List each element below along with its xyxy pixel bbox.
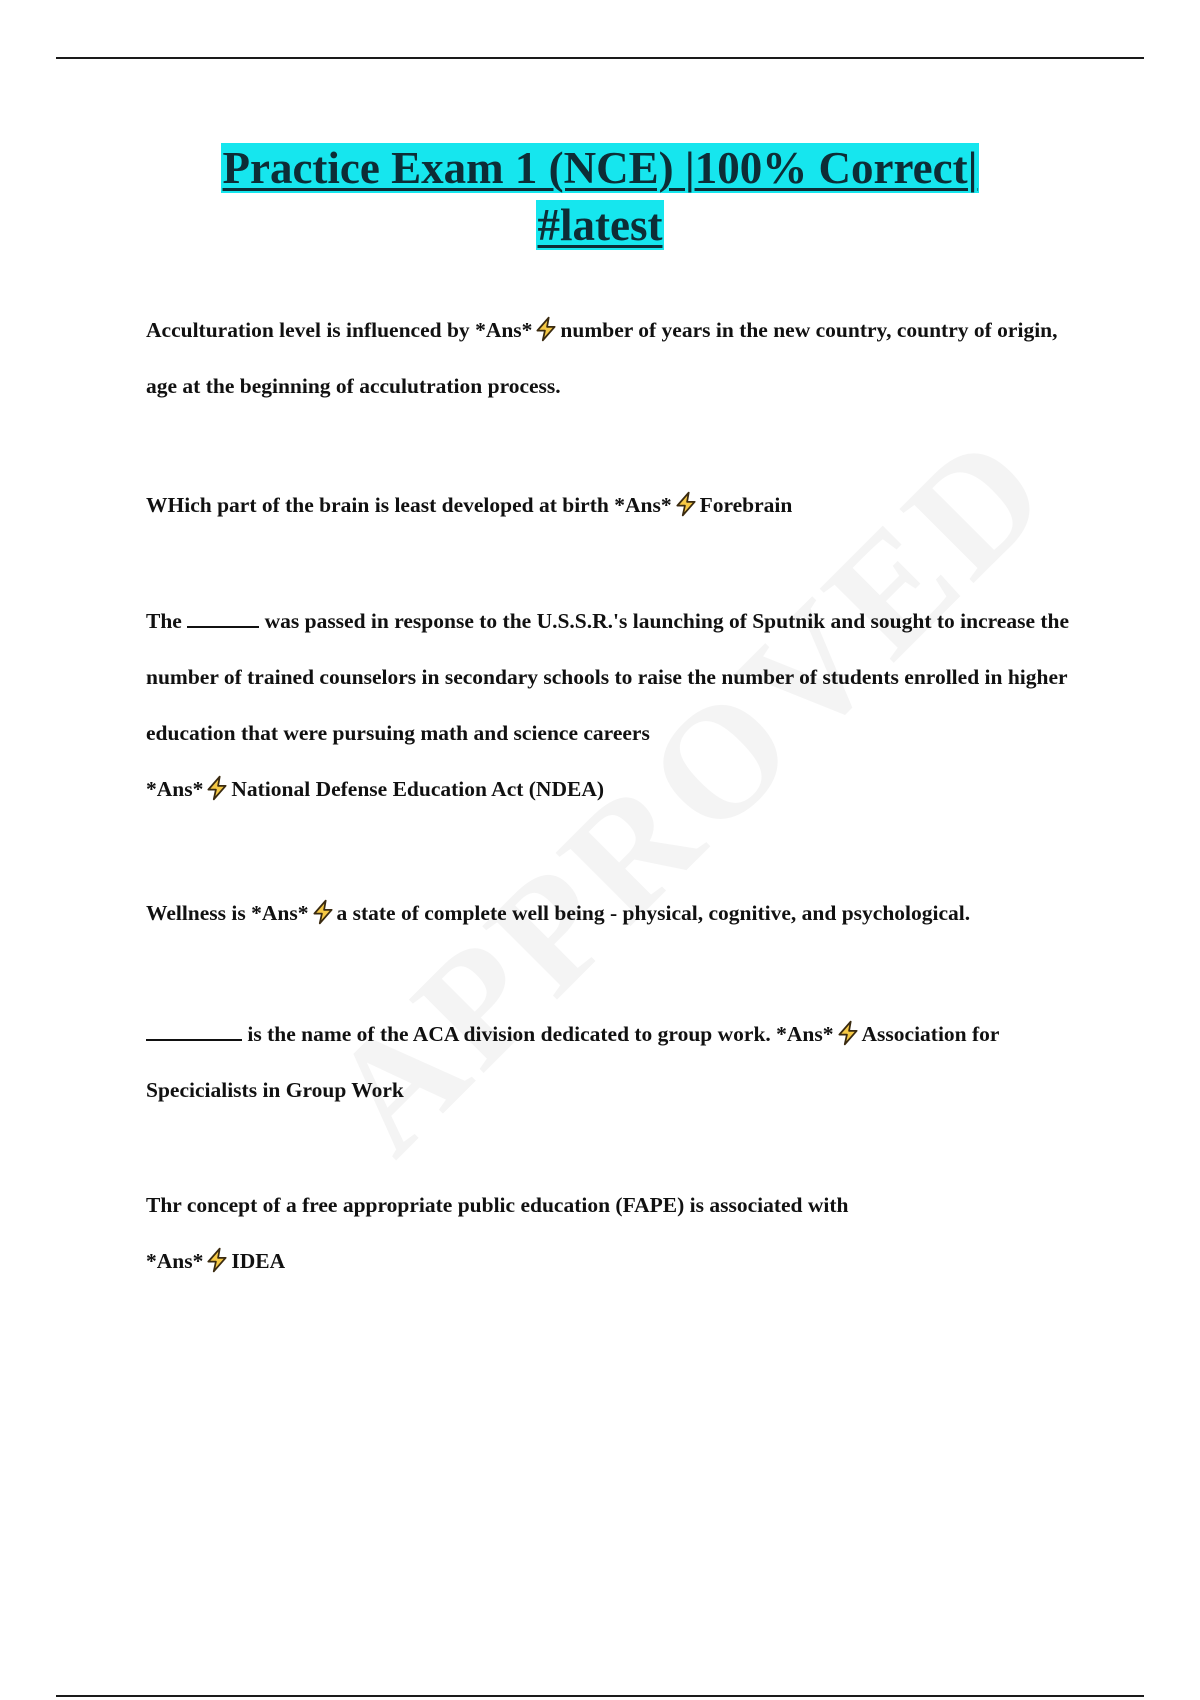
- footer-rule: [56, 1695, 1144, 1697]
- question-text: Wellness is: [146, 901, 246, 925]
- answer-marker: *Ans*: [146, 777, 204, 801]
- answer-marker: *Ans*: [614, 493, 672, 517]
- answer-marker: *Ans*: [251, 901, 309, 925]
- qa-item-2: [146, 477, 1086, 533]
- question-text-pre: The: [146, 609, 182, 633]
- answer-text: number of years in the new country, country of origin, age at the beginning of acculutration process.: [146, 318, 1058, 398]
- qa-item-5: [146, 1006, 1086, 1118]
- qa-item-1: [146, 302, 1086, 414]
- question-text: Acculturation level is influenced by: [146, 318, 470, 342]
- title-line-2: #latest: [537, 200, 663, 250]
- lightning-bolt-icon: [204, 775, 230, 801]
- answer-text: Forebrain: [699, 493, 793, 517]
- lightning-bolt-icon: [835, 1020, 861, 1046]
- answer-marker: *Ans*: [475, 318, 533, 342]
- qa-item-6: [146, 1177, 1086, 1289]
- question-text: Thr concept of a free appropriate public education (FAPE) is associated with: [146, 1193, 849, 1217]
- answer-text: IDEA: [231, 1249, 286, 1273]
- qa-item-3: [146, 593, 1086, 817]
- fill-in-blank: [187, 608, 259, 628]
- answer-text: National Defense Education Act (NDEA): [231, 777, 605, 801]
- answer-marker: *Ans*: [776, 1022, 834, 1046]
- lightning-bolt-icon: [533, 316, 559, 342]
- page-title: [60, 140, 1140, 254]
- question-text-post: was passed in response to the U.S.S.R.'s launching of Sputnik and sought to increase the number of trained counselors in secondary schools to raise the number of students enrolled in higher education that were pursuing math and science careers: [146, 609, 1070, 745]
- lightning-bolt-icon: [204, 1247, 230, 1273]
- fill-in-blank: [146, 1021, 242, 1041]
- question-text: WHich part of the brain is least developed at birth: [146, 493, 609, 517]
- header-rule: [56, 57, 1144, 59]
- question-text-post: is the name of the ACA division dedicated to group work.: [247, 1022, 771, 1046]
- qa-item-4: [146, 885, 1086, 941]
- answer-text: Association for Specicialists in Group Work: [146, 1022, 1000, 1102]
- title-line-1: Practice Exam 1 (NCE) |100% Correct|: [222, 143, 978, 193]
- answer-marker: *Ans*: [146, 1249, 204, 1273]
- answer-text: a state of complete well being - physical, cognitive, and psychological.: [336, 901, 971, 925]
- lightning-bolt-icon: [673, 491, 699, 517]
- lightning-bolt-icon: [310, 899, 336, 925]
